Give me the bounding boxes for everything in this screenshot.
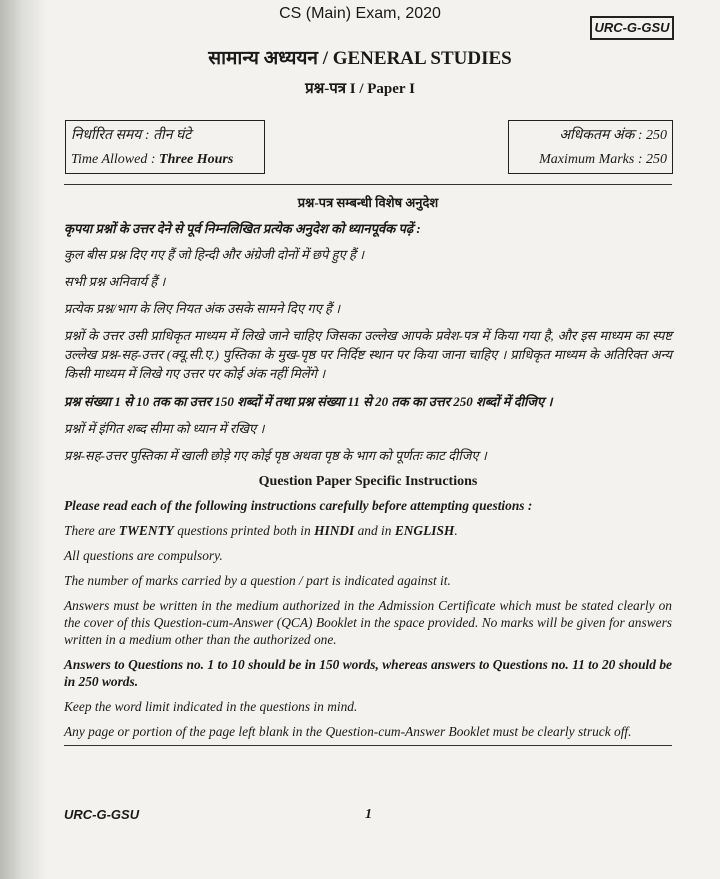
hindi-instructions-intro: कृपया प्रश्नों के उत्तर देने से पूर्व निम्नलिखित प्रत्येक अनुदेश को ध्यानपूर्वक पढ़ें : bbox=[64, 221, 421, 236]
english-item: Any page or portion of the page left blank in the Question-cum-Answer Booklet must be clearly struck off. bbox=[64, 724, 632, 739]
maximum-marks-english: Maximum Marks : 250 bbox=[539, 152, 667, 167]
hindi-instructions-heading: प्रश्न-पत्र सम्बन्धी विशेष अनुदेश bbox=[297, 195, 439, 210]
hindi-item: प्रश्न-सह-उत्तर पुस्तिका में खाली छोड़े गए कोई पृष्ठ अथवा पृष्ठ के भाग को पूर्णतः काट दीजिए । bbox=[64, 448, 487, 463]
english-item: The number of marks carried by a question / part is indicated against it. bbox=[64, 573, 451, 588]
footer-paper-code: URC-G-GSU bbox=[64, 807, 140, 822]
english-instructions-heading: Question Paper Specific Instructions bbox=[258, 474, 478, 489]
time-allowed-box bbox=[65, 120, 265, 174]
instructions-body bbox=[64, 193, 672, 748]
english-item: Answers to Questions no. 1 to 10 should be in 150 words, whereas answers to Questions no. 11 to 20 should be in 250 words. bbox=[64, 657, 672, 689]
english-item: There are TWENTY questions printed both in HINDI and in ENGLISH. bbox=[64, 523, 458, 538]
hindi-item: प्रत्येक प्रश्न/भाग के लिए नियत अंक उसके सामने दिए गए हैं । bbox=[64, 301, 341, 316]
maximum-marks-box bbox=[508, 120, 673, 174]
time-allowed-hindi: निर्धारित समय : तीन घंटे bbox=[71, 128, 192, 143]
english-item: All questions are compulsory. bbox=[64, 548, 223, 563]
hindi-item: प्रश्नों में इंगित शब्द सीमा को ध्यान में रखिए । bbox=[64, 421, 265, 436]
exam-header: CS (Main) Exam, 2020 bbox=[279, 5, 441, 22]
top-divider bbox=[64, 184, 672, 185]
english-item: Answers must be written in the medium authorized in the Admission Certificate which must be stated clearly on the cover of this Question-cum-Answer (QCA) Booklet in the space provided. No marks will be given for answers written in a medium other than the authorized one. bbox=[64, 598, 672, 647]
hindi-item: सभी प्रश्न अनिवार्य हैं । bbox=[64, 274, 166, 289]
page-number: 1 bbox=[365, 807, 372, 822]
time-allowed-english bbox=[71, 148, 259, 172]
time-allowed-label: Time Allowed : bbox=[71, 152, 160, 167]
english-instructions-intro: Please read each of the following instructions carefully before attempting questions : bbox=[64, 498, 533, 513]
paper-title: सामान्य अध्ययन / GENERAL STUDIES bbox=[208, 48, 512, 69]
time-allowed-value: Three Hours bbox=[159, 152, 234, 167]
scan-edge-shadow bbox=[0, 0, 48, 879]
hindi-item: प्रश्नों के उत्तर उसी प्राधिकृत माध्यम में लिखे जाने चाहिए जिसका उल्लेख आपके प्रवेश-पत्र में किया गया है, और इस माध्यम का स्पष्ट उल्लेख प्रश्न-सह-उत्तर (क्यू.सी.ए.) पुस्तिका के मुख-पृष्ठ पर निर्दिष्ट स्थान पर किया जाना चाहिए । प्राधिकृत माध्यम के अतिरिक्त अन्य किसी माध्यम में लिखे गए उत्तर पर कोई अंक नहीं मिलेंगे । bbox=[64, 328, 672, 381]
maximum-marks-hindi: अधिकतम अंक : 250 bbox=[559, 128, 667, 143]
bottom-divider bbox=[64, 745, 672, 746]
paper-number: प्रश्न-पत्र I / Paper I bbox=[305, 81, 415, 97]
hindi-item: कुल बीस प्रश्न दिए गए हैं जो हिन्दी और अंग्रेजी दोनों में छपे हुए हैं । bbox=[64, 247, 365, 262]
english-item: Keep the word limit indicated in the questions in mind. bbox=[64, 699, 358, 714]
paper-code-box: URC-G-GSU bbox=[590, 16, 674, 40]
hindi-item: प्रश्न संख्या 1 से 10 तक का उत्तर 150 शब्दों में तथा प्रश्न संख्या 11 से 20 तक का उत्तर 250 शब्दों में दीजिए । bbox=[64, 394, 553, 409]
